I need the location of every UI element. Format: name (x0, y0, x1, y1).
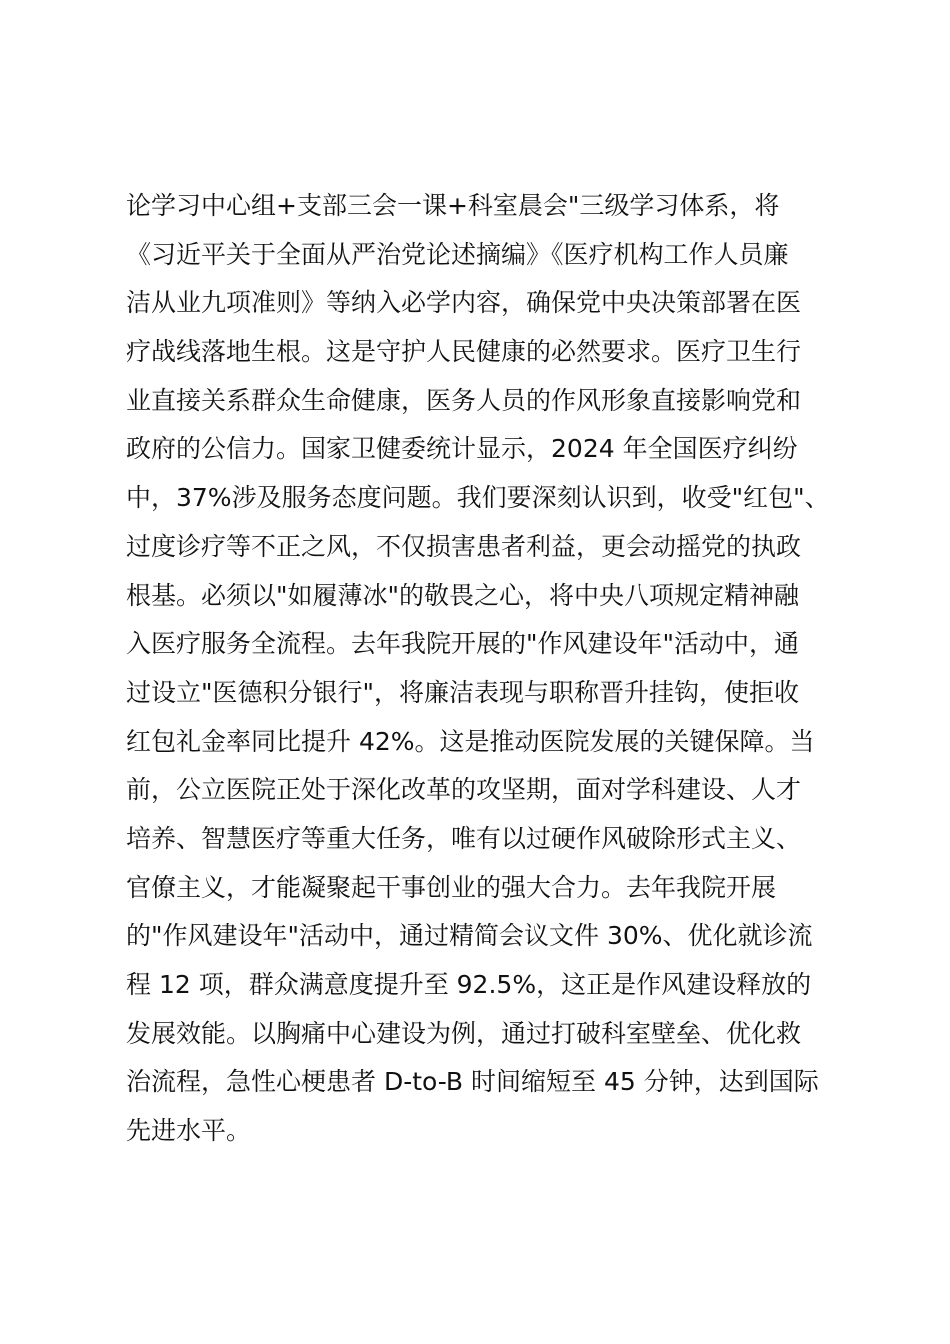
text-line: 培养、智慧医疗等重大任务，唯有以过硬作风破除形式主义、 (126, 823, 802, 853)
body-paragraph (126, 182, 846, 1156)
text-line: 发展效能。以胸痛中心建设为例，通过打破科室壁垒、优化救 (126, 1018, 802, 1048)
text-line: 《习近平关于全面从严治党论述摘编》《医疗机构工作人员廉 (126, 239, 789, 269)
text-line: 治流程，急性心梗患者 D-to-B 时间缩短至 45 分钟，达到国际 (126, 1067, 819, 1097)
text-line: 政府的公信力。国家卫健委统计显示，2024 年全国医疗纠纷 (126, 434, 798, 464)
text-line: 根基。必须以"如履薄冰"的敬畏之心，将中央八项规定精神融 (126, 580, 800, 610)
text-line: 程 12 项，群众满意度提升至 92.5%，这正是作风建设释放的 (126, 970, 812, 999)
text-line: 前，公立医院正处于深化改革的攻坚期，面对学科建设、人才 (126, 775, 802, 805)
text-line: 洁从业九项准则》等纳入必学内容，确保党中央决策部署在医 (126, 288, 802, 318)
text-line: 中，37%涉及服务态度问题。我们要深刻认识到，收受"红包"、 (126, 483, 830, 513)
text-line: 官僚主义，才能凝聚起干事创业的强大合力。去年我院开展 (126, 872, 777, 902)
text-line: 业直接关系群众生命健康，医务人员的作风形象直接影响党和 (126, 385, 802, 415)
text-line: 红包礼金率同比提升 42%。这是推动医院发展的关键保障。当 (126, 726, 815, 756)
text-line: 的"作风建设年"活动中，通过精简会议文件 30%、优化就诊流 (126, 921, 813, 951)
text-line: 入医疗服务全流程。去年我院开展的"作风建设年"活动中，通 (126, 629, 800, 659)
text-line: 过设立"医德积分银行"，将廉洁表现与职称晋升挂钩，使拒收 (126, 677, 800, 707)
text-line: 论学习中心组+支部三会一课+科室晨会"三级学习体系，将 (126, 191, 780, 220)
text-line: 先进水平。 (126, 1116, 252, 1146)
text-line: 疗战线落地生根。这是守护人民健康的必然要求。医疗卫生行 (126, 337, 802, 367)
text-line: 过度诊疗等不正之风，不仅损害患者利益，更会动摇党的执政 (126, 531, 802, 561)
